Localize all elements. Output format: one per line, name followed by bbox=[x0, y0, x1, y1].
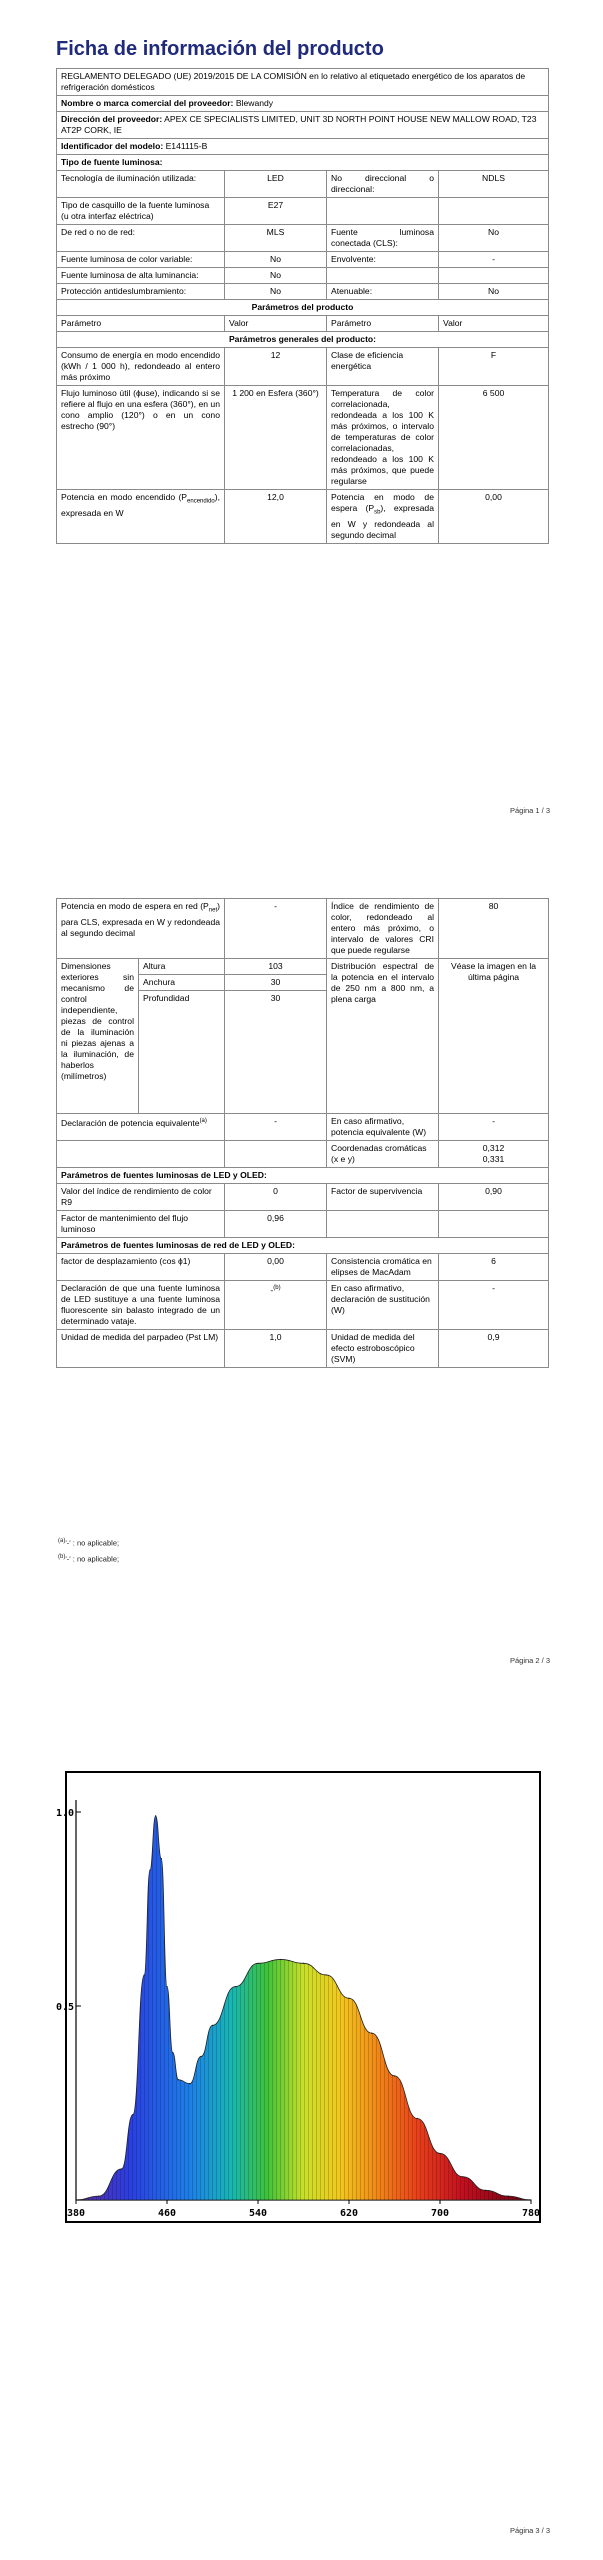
spectrum-point bbox=[172, 2052, 173, 2053]
color-consistency-label: Consistencia cromática en elipses de MacAdam bbox=[327, 1254, 439, 1281]
cct-label: Temperatura de color correlacionada, redondeada a los 100 K más próximos, o intervalo de temperaturas de color correlacionadas, redondeado a los 100 K más próximos, que puede regularse bbox=[327, 386, 439, 490]
equiv-value: - bbox=[225, 1114, 327, 1141]
spectral-label: Distribución espectral de la potencia en el intervalo de 250 nm a 800 nm, a plena carga bbox=[327, 959, 439, 1114]
cct-value: 6 500 bbox=[439, 386, 549, 490]
flicker-value: 1,0 bbox=[225, 1330, 327, 1368]
equiv-label: Declaración de potencia equivalente$^{(a)}$ bbox=[57, 1114, 225, 1141]
spectrum-point bbox=[235, 1986, 236, 1987]
replace-power-label: En caso afirmativo, declaración de sustitución (W) bbox=[327, 1281, 439, 1330]
value-header-2: Valor bbox=[439, 316, 549, 332]
product-info-table bbox=[56, 68, 549, 544]
spectrum-point bbox=[212, 2025, 213, 2026]
spectrum-point bbox=[303, 1963, 304, 1964]
color-tunable-value: No bbox=[225, 252, 327, 268]
spectrum-point bbox=[257, 1963, 258, 1964]
depth-value: 30 bbox=[225, 991, 327, 1114]
directional-value: NDLS bbox=[439, 171, 549, 198]
lighting-tech-label: Tecnología de iluminación utilizada: bbox=[57, 171, 225, 198]
value-header: Valor bbox=[225, 316, 327, 332]
spectrum-point bbox=[98, 2196, 99, 2197]
mains-label: De red o no de red: bbox=[57, 225, 225, 252]
spectral-power-chart bbox=[56, 1762, 550, 2298]
color-tunable-label: Fuente luminosa de color variable: bbox=[57, 252, 225, 268]
eff-class-label: Clase de eficiencia energética bbox=[327, 348, 439, 386]
y-tick-label: 1.0 bbox=[56, 1808, 74, 1819]
displacement-label: factor de desplazamiento (cos ɸ1) bbox=[57, 1254, 225, 1281]
flux-value: 1 200 en Esfera (360°) bbox=[225, 386, 327, 490]
x-tick-label: 460 bbox=[157, 2208, 177, 2219]
general-params-heading: Parámetros generales del producto: bbox=[57, 332, 549, 348]
standby-value: 0,00 bbox=[439, 490, 549, 544]
cri-label: Índice de rendimiento de color, redondeado al entero más próximo, o intervalo de valores CRI que puede regularse bbox=[327, 899, 439, 959]
x-tick-label: 540 bbox=[248, 2208, 268, 2219]
replace-label: Declaración de que una fuente luminosa de LED sustituye a una fuente luminosa fluorescente sin balasto integrado de un determinado vataje. bbox=[57, 1281, 225, 1330]
equiv-power-label: En caso afirmativo, potencia equivalente (W) bbox=[327, 1114, 439, 1141]
page-number: Página 3 / 3 bbox=[509, 2526, 550, 2535]
footnote-b: $^{(b)}$'-' : no aplicable; bbox=[58, 1554, 120, 1564]
spectrum-point bbox=[121, 2168, 122, 2169]
survival-value: 0,90 bbox=[439, 1184, 549, 1211]
equiv-power-value: - bbox=[439, 1114, 549, 1141]
color-consistency-value: 6 bbox=[439, 1254, 549, 1281]
spectrum-point bbox=[144, 1974, 145, 1975]
cri-value: 80 bbox=[439, 899, 549, 959]
directional-label: No direccional o direccional: bbox=[327, 171, 439, 198]
page-number: Página 2 / 3 bbox=[509, 1656, 550, 1665]
spectrum-point bbox=[417, 2118, 418, 2119]
supplier-row: Nombre o marca comercial del proveedor: Blewandy bbox=[57, 96, 549, 112]
page-number: Página 1 / 3 bbox=[509, 806, 550, 815]
spectrum-point bbox=[348, 1998, 349, 1999]
x-tick-label: 700 bbox=[430, 2208, 450, 2219]
lumen-maint-value: 0,96 bbox=[225, 1211, 327, 1238]
standby-label: Potencia en modo de espera $(P_{sb})$, expresada en W y redondeada al segundo decimal bbox=[327, 490, 439, 544]
dimmable-value: No bbox=[439, 284, 549, 300]
height-value: 103 bbox=[225, 959, 327, 975]
product-info-table-2 bbox=[56, 898, 549, 1368]
spectrum-point bbox=[326, 1974, 327, 1975]
displacement-value: 0,00 bbox=[225, 1254, 327, 1281]
spectrum-point bbox=[155, 1815, 156, 1816]
spectrum-point bbox=[161, 1858, 162, 1859]
r9-value: 0 bbox=[225, 1184, 327, 1211]
networked-standby-label: Potencia en modo de espera en red $(P_{net})$ para CLS, expresada en W y redondeada al segundo decimal bbox=[57, 899, 225, 959]
networked-standby-value: - bbox=[225, 899, 327, 959]
energy-label: Consumo de energía en modo encendido (kWh / 1 000 h), redondeado al entero más próximo bbox=[57, 348, 225, 386]
dimmable-label: Atenuable: bbox=[327, 284, 439, 300]
survival-label: Factor de supervivencia bbox=[327, 1184, 439, 1211]
dimensions-label: Dimensiones exteriores sin mecanismo de control independiente, piezas de control de la iluminación ni piezas ajenas a la iluminación, de haberlos (milímetros) bbox=[57, 959, 139, 1114]
spectrum-point bbox=[439, 2153, 440, 2154]
model-row: Identificador del modelo: E141115-B bbox=[57, 139, 549, 155]
cap-type-label: Tipo de casquillo de la fuente luminosa (u otra interfaz eléctrica) bbox=[57, 198, 225, 225]
energy-value: 12 bbox=[225, 348, 327, 386]
connected-label: Fuente luminosa conectada (CLS): bbox=[327, 225, 439, 252]
spectrum-point bbox=[280, 1959, 281, 1960]
x-tick-label: 380 bbox=[66, 2208, 86, 2219]
chroma-label: Coordenadas cromáticas (x e y) bbox=[327, 1141, 439, 1168]
led-oled-heading: Parámetros de fuentes luminosas de LED y OLED: bbox=[57, 1168, 549, 1184]
lighting-tech-value: LED bbox=[225, 171, 327, 198]
address-row: Dirección del proveedor: APEX CE SPECIALISTS LIMITED, UNIT 3D NORTH POINT HOUSE NEW MALLOW ROAD, T23 AT2P CORK, IE bbox=[57, 112, 549, 139]
spectrum-point bbox=[485, 2190, 486, 2191]
spectrum-point bbox=[371, 2033, 372, 2034]
x-tick-label: 780 bbox=[521, 2208, 541, 2219]
footnote-a: $^{(a)}$'-' : no aplicable; bbox=[58, 1538, 120, 1548]
spectrum-point bbox=[394, 2075, 395, 2076]
param-header-2: Parámetro bbox=[327, 316, 439, 332]
spectrum-point bbox=[508, 2196, 509, 2197]
product-params-heading: Parámetros del producto bbox=[57, 300, 549, 316]
spectrum-point bbox=[132, 2114, 133, 2115]
eff-class-value: F bbox=[439, 348, 549, 386]
mains-value: MLS bbox=[225, 225, 327, 252]
anti-glare-value: No bbox=[225, 284, 327, 300]
page-title: Ficha de información del producto bbox=[56, 38, 384, 60]
power-on-value: 12,0 bbox=[225, 490, 327, 544]
power-on-label: Potencia en modo encendido $(P_{encendido})$, expresada en W bbox=[57, 490, 225, 544]
spectrum-point bbox=[189, 2083, 190, 2084]
light-source-type-heading: Tipo de fuente luminosa: bbox=[57, 155, 549, 171]
high-luminance-label: Fuente luminosa de alta luminancia: bbox=[57, 268, 225, 284]
flux-label: Flujo luminoso útil (ɸuse), indicando si se refiere al flujo en una esfera (360°), en un cono amplio (120°) o en un cono estrecho (90°) bbox=[57, 386, 225, 490]
replace-power-value: - bbox=[439, 1281, 549, 1330]
width-value: 30 bbox=[225, 975, 327, 991]
envelope-label: Envolvente: bbox=[327, 252, 439, 268]
page-1 bbox=[0, 0, 603, 838]
lumen-maint-label: Factor de mantenimiento del flujo luminoso bbox=[57, 1211, 225, 1238]
height-label: Altura bbox=[139, 959, 225, 975]
r9-label: Valor del índice de rendimiento de color R9 bbox=[57, 1184, 225, 1211]
chroma-values: 0,312 0,331 bbox=[439, 1141, 549, 1168]
spectrum-point bbox=[201, 2056, 202, 2057]
page-2 bbox=[0, 838, 603, 1694]
spectrum-point bbox=[166, 1986, 167, 1987]
depth-label: Profundidad bbox=[139, 991, 225, 1114]
spectrum-point bbox=[149, 1870, 150, 1871]
width-label: Anchura bbox=[139, 975, 225, 991]
replace-value: -$^{(b)}$ bbox=[225, 1281, 327, 1330]
regulation-text: REGLAMENTO DELEGADO (UE) 2019/2015 DE LA COMISIÓN en lo relativo al etiquetado energético de los aparatos de refrigeración domésticos bbox=[57, 69, 549, 96]
y-tick-label: 0.5 bbox=[56, 2002, 74, 2013]
page-3 bbox=[0, 1694, 603, 2560]
spectral-value: Véase la imagen en la última página bbox=[439, 959, 549, 1114]
x-tick-label: 620 bbox=[339, 2208, 359, 2219]
cap-type-value: E27 bbox=[225, 198, 327, 225]
spectrum-point bbox=[178, 2079, 179, 2080]
stroboscopic-label: Unidad de medida del efecto estroboscópico (SVM) bbox=[327, 1330, 439, 1368]
flicker-label: Unidad de medida del parpadeo (Pst LM) bbox=[57, 1330, 225, 1368]
connected-value: No bbox=[439, 225, 549, 252]
anti-glare-label: Protección antideslumbramiento: bbox=[57, 284, 225, 300]
stroboscopic-value: 0,9 bbox=[439, 1330, 549, 1368]
high-luminance-value: No bbox=[225, 268, 327, 284]
param-header: Parámetro bbox=[57, 316, 225, 332]
spectrum-point bbox=[462, 2176, 463, 2177]
mains-led-heading: Parámetros de fuentes luminosas de red de LED y OLED: bbox=[57, 1238, 549, 1254]
envelope-value: - bbox=[439, 252, 549, 268]
